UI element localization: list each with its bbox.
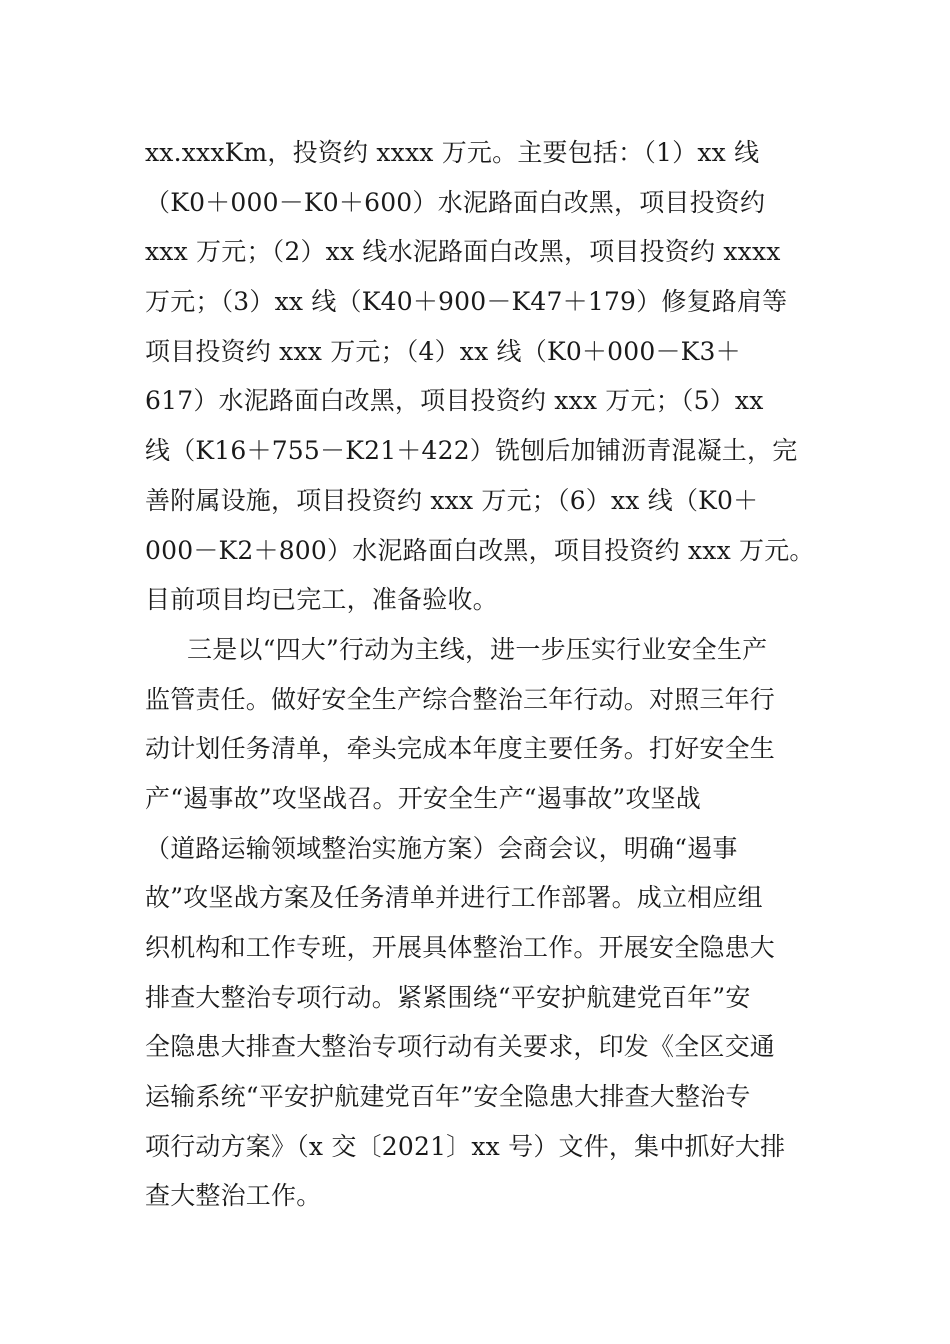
text-line: （道路运输领域整治实施方案）会商会议，明确“遏事 [145, 833, 738, 863]
text-line: 项目投资约 xxx 万元；（4）xx 线（K0＋000－K3＋ [145, 336, 741, 366]
text-line: 织机构和工作专班，开展具体整治工作。开展安全隐患大 [145, 933, 776, 962]
text-line-first: 三是以“四大”行动为主线，进一步压实行业安全生产 [187, 634, 768, 664]
text-line: 故”攻坚战方案及任务清单并进行工作部署。成立相应组 [145, 883, 763, 913]
text-line: 动计划任务清单，牵头完成本年度主要任务。打好安全生 [145, 734, 776, 764]
text-line: 目前项目均已完工，准备验收。 [145, 585, 498, 615]
text-line: xx.xxxKm，投资约 xxxx 万元。主要包括：（1）xx 线 [145, 138, 760, 167]
text-line: 善附属设施，项目投资约 xxx 万元；（6）xx 线（K0＋ [145, 485, 759, 515]
text-line: 监管责任。做好安全生产综合整治三年行动。对照三年行 [145, 684, 776, 714]
text-line: 产“遏事故”攻坚战召。开安全生产“遏事故”攻坚战 [145, 783, 701, 813]
text-line: 项行动方案》（x 交〔2021〕xx 号）文件，集中抓好大排 [145, 1131, 786, 1161]
text-line: 排查大整治专项行动。紧紧围绕“平安护航建党百年”安 [145, 982, 751, 1012]
text-line: 617）水泥路面白改黑，项目投资约 xxx 万元；（5）xx [145, 386, 764, 416]
text-line: 运输系统“平安护航建党百年”安全隐患大排查大整治专 [145, 1082, 751, 1112]
paragraph-2 [145, 625, 825, 1221]
document-body [145, 128, 825, 1221]
text-line: 查大整治工作。 [145, 1181, 322, 1211]
text-line: 线（K16＋755－K21＋422）铣刨后加铺沥青混凝土，完 [145, 436, 798, 466]
text-line: 000－K2＋800）水泥路面白改黑，项目投资约 xxx 万元。 [145, 535, 815, 565]
text-line: 全隐患大排查大整治专项行动有关要求，印发《全区交通 [145, 1032, 776, 1062]
text-line: （K0＋000－K0＋600）水泥路面白改黑，项目投资约 [145, 187, 766, 217]
text-line: 万元；（3）xx 线（K40＋900－K47＋179）修复路肩等 [145, 287, 788, 317]
text-line: xxx 万元；（2）xx 线水泥路面白改黑，项目投资约 xxxx [145, 237, 781, 267]
paragraph-1 [145, 128, 825, 625]
